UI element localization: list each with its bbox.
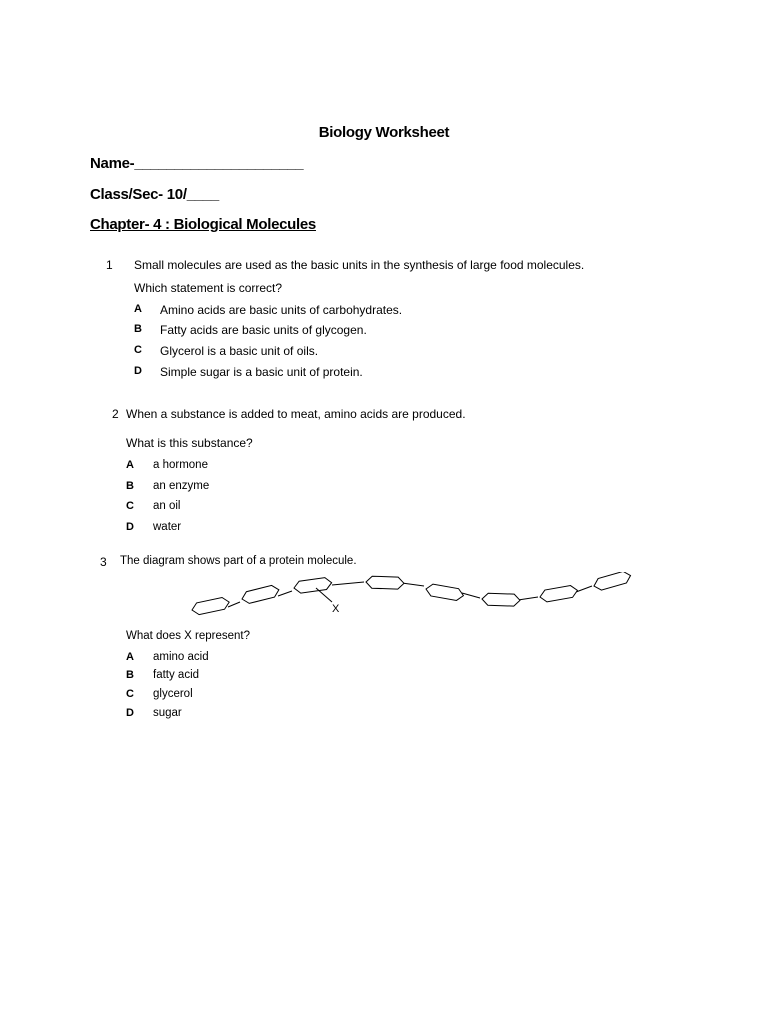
question-prompt: What is this substance?	[126, 436, 253, 450]
question-prompt: What does X represent?	[126, 630, 251, 642]
amino-acid-unit	[241, 584, 281, 605]
option-text: water	[153, 521, 182, 533]
option-letter: A	[126, 651, 134, 663]
protein-chain-diagram	[188, 572, 638, 622]
amino-acid-unit	[191, 596, 231, 616]
option-text: fatty acid	[153, 669, 200, 681]
option-text: a hormone	[153, 459, 208, 471]
option-letter: C	[126, 500, 134, 512]
option-letter: D	[126, 521, 134, 533]
option-letter: B	[134, 323, 142, 335]
option-letter: C	[134, 344, 142, 356]
option-text: sugar	[153, 707, 182, 719]
option-text: Fatty acids are basic units of glycogen.	[160, 323, 367, 337]
amino-acid-unit	[592, 572, 632, 592]
question-number: 3	[100, 555, 107, 569]
question-text: When a substance is added to meat, amino acids are produced.	[126, 407, 466, 421]
amino-acid-unit	[539, 584, 579, 602]
option-text: glycerol	[153, 688, 193, 700]
option-text: an enzyme	[153, 480, 210, 492]
option-text: Glycerol is a basic unit of oils.	[160, 344, 319, 358]
option-letter: B	[126, 480, 134, 492]
amino-acid-unit	[425, 583, 465, 601]
class-section-line: Class/Sec- 10/____	[90, 186, 219, 203]
option-letter: A	[134, 303, 142, 315]
question-text: Small molecules are used as the basic units in the synthesis of large food molecules.	[134, 258, 585, 272]
option-text: amino acid	[153, 651, 209, 663]
question-prompt: Which statement is correct?	[134, 281, 283, 295]
chapter-heading: Chapter- 4 : Biological Molecules	[90, 216, 316, 233]
option-letter: B	[126, 669, 134, 681]
amino-acid-unit	[366, 576, 404, 589]
option-text: Amino acids are basic units of carbohydrates.	[160, 303, 403, 317]
question-number: 2	[112, 407, 119, 421]
option-text: Simple sugar is a basic unit of protein.	[160, 365, 363, 379]
page-title: Biology Worksheet	[318, 124, 450, 141]
question-number: 1	[106, 258, 113, 272]
diagram-label-x: X	[332, 603, 340, 615]
name-field-line: Name-_____________________	[90, 155, 304, 172]
option-letter: A	[126, 459, 134, 471]
option-letter: D	[126, 707, 134, 719]
option-letter: D	[134, 365, 142, 377]
option-text: an oil	[153, 500, 181, 512]
option-letter: C	[126, 688, 134, 700]
question-text: The diagram shows part of a protein molecule.	[120, 555, 357, 567]
amino-acid-unit	[293, 577, 332, 594]
amino-acid-unit	[482, 593, 520, 606]
